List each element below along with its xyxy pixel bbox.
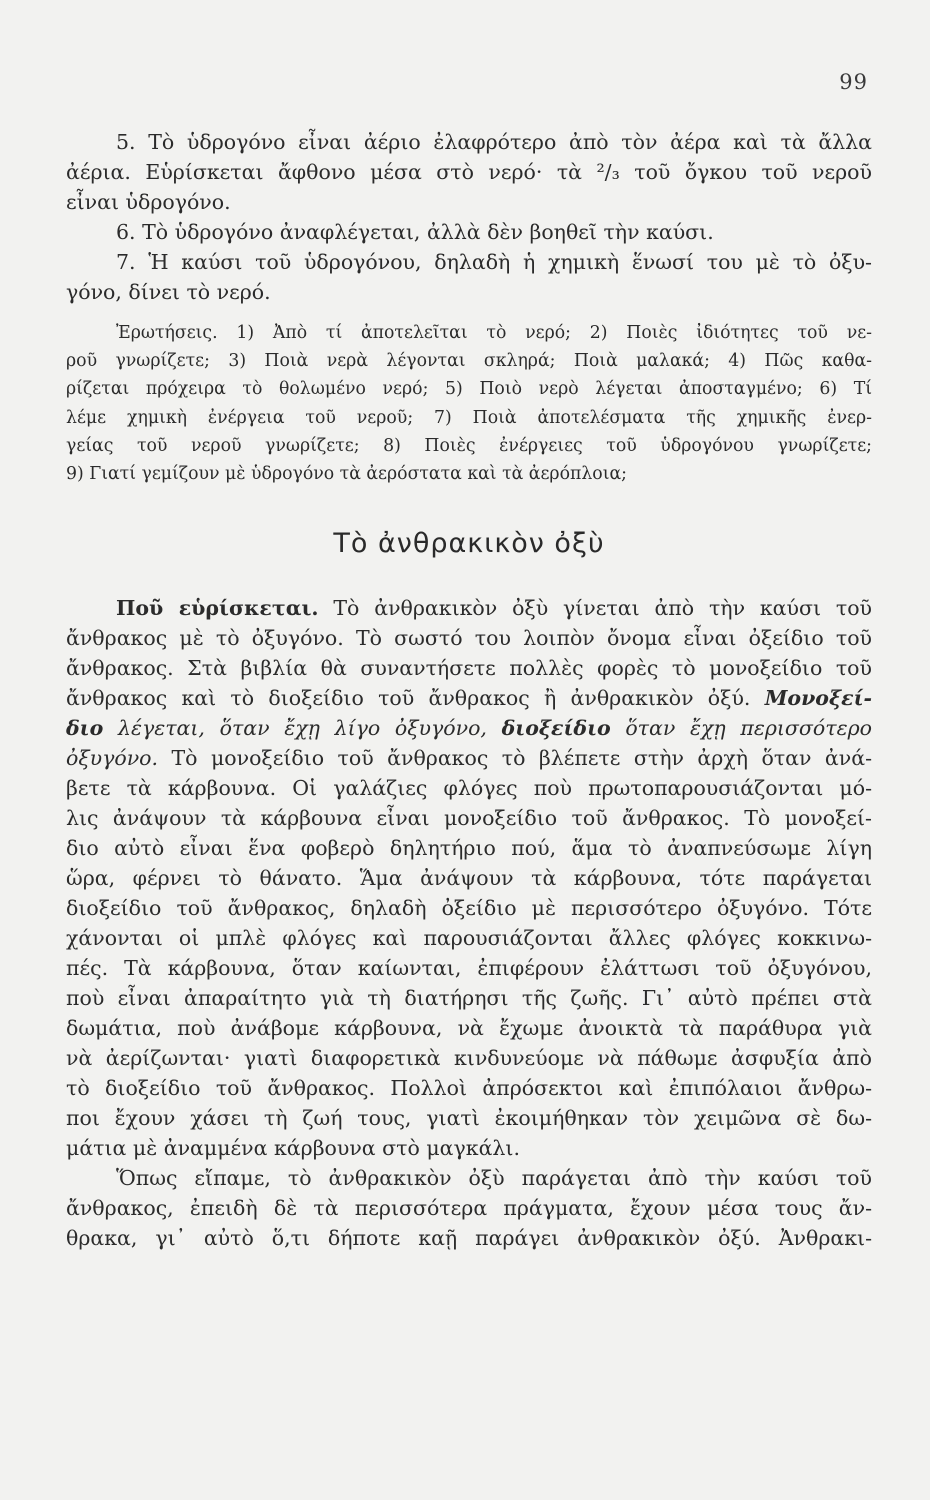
text-line: πές. Τὰ κάρβουνα, ὅταν καίωνται, ἐπιφέρουν ἐλάττωσι τοῦ ὀξυγόνου, <box>66 956 872 981</box>
question-line: Ἐρωτήσεις. 1) Ἀπὸ τί ἀποτελεῖται τὸ νερό; 2) Ποιὲς ἰδιότητες τοῦ νε- <box>116 323 872 343</box>
paragraph-where-found <box>66 593 872 1163</box>
text-line: ὀξυγόνο. Τὸ μονοξείδιο τοῦ ἄνθρακος τὸ βλέπετε στὴν ἀρχὴ ὅταν ἀνά- <box>66 746 872 771</box>
text-line: διο λέγεται, ὅταν ἔχῃ λίγο ὀξυγόνο, διοξείδιο ὅταν ἔχῃ περισσότερο <box>66 716 872 741</box>
text-line: 7. Ἡ καύσι τοῦ ὑδρογόνου, δηλαδὴ ἡ χημικὴ ἕνωσί του μὲ τὸ ὀξυ- <box>116 250 872 274</box>
text-line: εἶναι ὑδρογόνο. <box>66 190 231 214</box>
text-line: ποὺ εἶναι ἀπαραίτητο γιὰ τὴ διατήρησι τῆς ζωῆς. Γι᾽ αὐτὸ πρέπει στὰ <box>66 986 872 1011</box>
text-line: διοξείδιο τοῦ ἄνθρακος, δηλαδὴ ὀξείδιο μὲ περισσότερο ὀξυγόνο. Τότε <box>66 896 872 921</box>
text-line: διο αὐτὸ εἶναι ἕνα φοβερὸ δηλητήριο πού, ἅμα τὸ ἀναπνεύσωμε λίγη <box>66 836 872 861</box>
question-line: λέμε χημικὴ ἐνέργεια τοῦ νεροῦ; 7) Ποιὰ ἀποτελέσματα τῆς χημικῆς ἐνερ- <box>66 407 872 428</box>
summary-item-6 <box>66 217 872 247</box>
question-line: ροῦ γνωρίζετε; 3) Ποιὰ νερὰ λέγονται σκληρά; Ποιὰ μαλακά; 4) Πῶς καθα- <box>66 351 872 372</box>
section-title: Τὸ ἀνθρακικὸν ὀξὺ <box>333 528 605 560</box>
text-line: μάτια μὲ ἀναμμένα κάρβουνα στὸ μαγκάλι. <box>66 1136 520 1161</box>
text-line: χάνονται οἱ μπλὲ φλόγες καὶ παρουσιάζονται ἄλλες φλόγες κοκκινω- <box>66 926 872 951</box>
text-line: θρακα, γι᾽ αὐτὸ ὅ,τι δήποτε καῇ παράγει ἀνθρακικὸν ὀξύ. Ἀνθρακι- <box>66 1226 872 1251</box>
run-in-heading: Ποῦ εὑρίσκεται. <box>116 596 319 621</box>
summary-item-7 <box>66 247 872 307</box>
text-line: ἄνθρακος, ἐπειδὴ δὲ τὰ περισσότερα πράγματα, ἔχουν μέσα τους ἄν- <box>66 1196 872 1221</box>
text-line: τὸ διοξείδιο τοῦ ἄνθρακος. Πολλοὶ ἀπρόσεκτοι καὶ ἐπιπόλαιοι ἄνθρω- <box>66 1076 872 1101</box>
term-monoxide-cont: διο <box>66 716 104 741</box>
text-line: 5. Τὸ ὑδρογόνο εἶναι ἀέριο ἐλαφρότερο ἀπὸ τὸν ἀέρα καὶ τὰ ἄλλα <box>116 130 872 154</box>
term-monoxide: Μονοξεί- <box>764 686 872 711</box>
term-dioxide: διοξείδιο <box>501 716 611 741</box>
question-line: ρίζεται πρόχειρα τὸ θολωμένο νερό; 5) Ποιὸ νερὸ λέγεται ἀποσταγμένο; 6) Τί <box>66 379 872 400</box>
text-line: ἄνθρακος καὶ τὸ διοξείδιο τοῦ ἄνθρακος ἢ ἀνθρακικὸν ὀξύ. Μονοξεί- <box>66 686 872 711</box>
question-line: γείας τοῦ νεροῦ γνωρίζετε; 8) Ποιὲς ἐνέργειες τοῦ ὑδρογόνου γνωρίζετε; <box>66 435 872 456</box>
paragraph-as-we-said <box>66 1163 872 1253</box>
text-line: λις ἀνάψουν τὰ κάρβουνα εἶναι μονοξείδιο τοῦ ἄνθρακος. Τὸ μονοξεί- <box>66 806 872 831</box>
text-line: δωμάτια, ποὺ ἀνάβομε κάρβουνα, νὰ ἔχωμε ἀνοικτὰ τὰ παράθυρα γιὰ <box>66 1016 872 1041</box>
question-line: 9) Γιατί γεμίζουν μὲ ὑδρογόνο τὰ ἀερόστατα καὶ τὰ ἀερόπλοια; <box>66 463 627 484</box>
text-line: νὰ ἀερίζωνται· γιατὶ διαφορετικὰ κινδυνεύομε νὰ πάθωμε ἀσφυξία ἀπὸ <box>66 1046 872 1071</box>
page-number: 99 <box>839 70 868 94</box>
text-line: Ὅπως εἴπαμε, τὸ ἀνθρακικὸν ὀξὺ παράγεται ἀπὸ τὴν καύσι τοῦ <box>116 1166 872 1191</box>
text-line: Ποῦ εὑρίσκεται. Τὸ ἀνθρακικὸν ὀξὺ γίνεται ἀπὸ τὴν καύσι τοῦ <box>116 596 872 621</box>
questions-block <box>66 319 872 488</box>
text-line: ἄνθρακος μὲ τὸ ὀξυγόνο. Τὸ σωστό του λοιπὸν ὄνομα εἶναι ὀξείδιο τοῦ <box>66 626 872 651</box>
text-line: ὥρα, φέρνει τὸ θάνατο. Ἅμα ἀνάψουν τὰ κάρβουνα, τότε παράγεται <box>66 866 872 891</box>
page-content <box>66 127 872 1253</box>
text-line: ποι ἔχουν χάσει τὴ ζωή τους, γιατὶ ἐκοιμήθηκαν τὸν χειμῶνα σὲ δω- <box>66 1106 872 1131</box>
text-line: βετε τὰ κάρβουνα. Οἱ γαλάζιες φλόγες ποὺ πρωτοπαρουσιάζονται μό- <box>66 776 872 801</box>
summary-item-5 <box>66 127 872 217</box>
text-line: γόνο, δίνει τὸ νερό. <box>66 280 271 304</box>
text-line: 6. Τὸ ὑδρογόνο ἀναφλέγεται, ἀλλὰ δὲν βοηθεῖ τὴν καύσι. <box>116 220 714 244</box>
text-line: ἀέρια. Εὑρίσκεται ἄφθονο μέσα στὸ νερό· τὰ ²/₃ τοῦ ὄγκου τοῦ νεροῦ <box>66 160 872 184</box>
text-line: ἄνθρακος. Στὰ βιβλία θὰ συναντήσετε πολλὲς φορὲς τὸ μονοξείδιο τοῦ <box>66 656 872 681</box>
